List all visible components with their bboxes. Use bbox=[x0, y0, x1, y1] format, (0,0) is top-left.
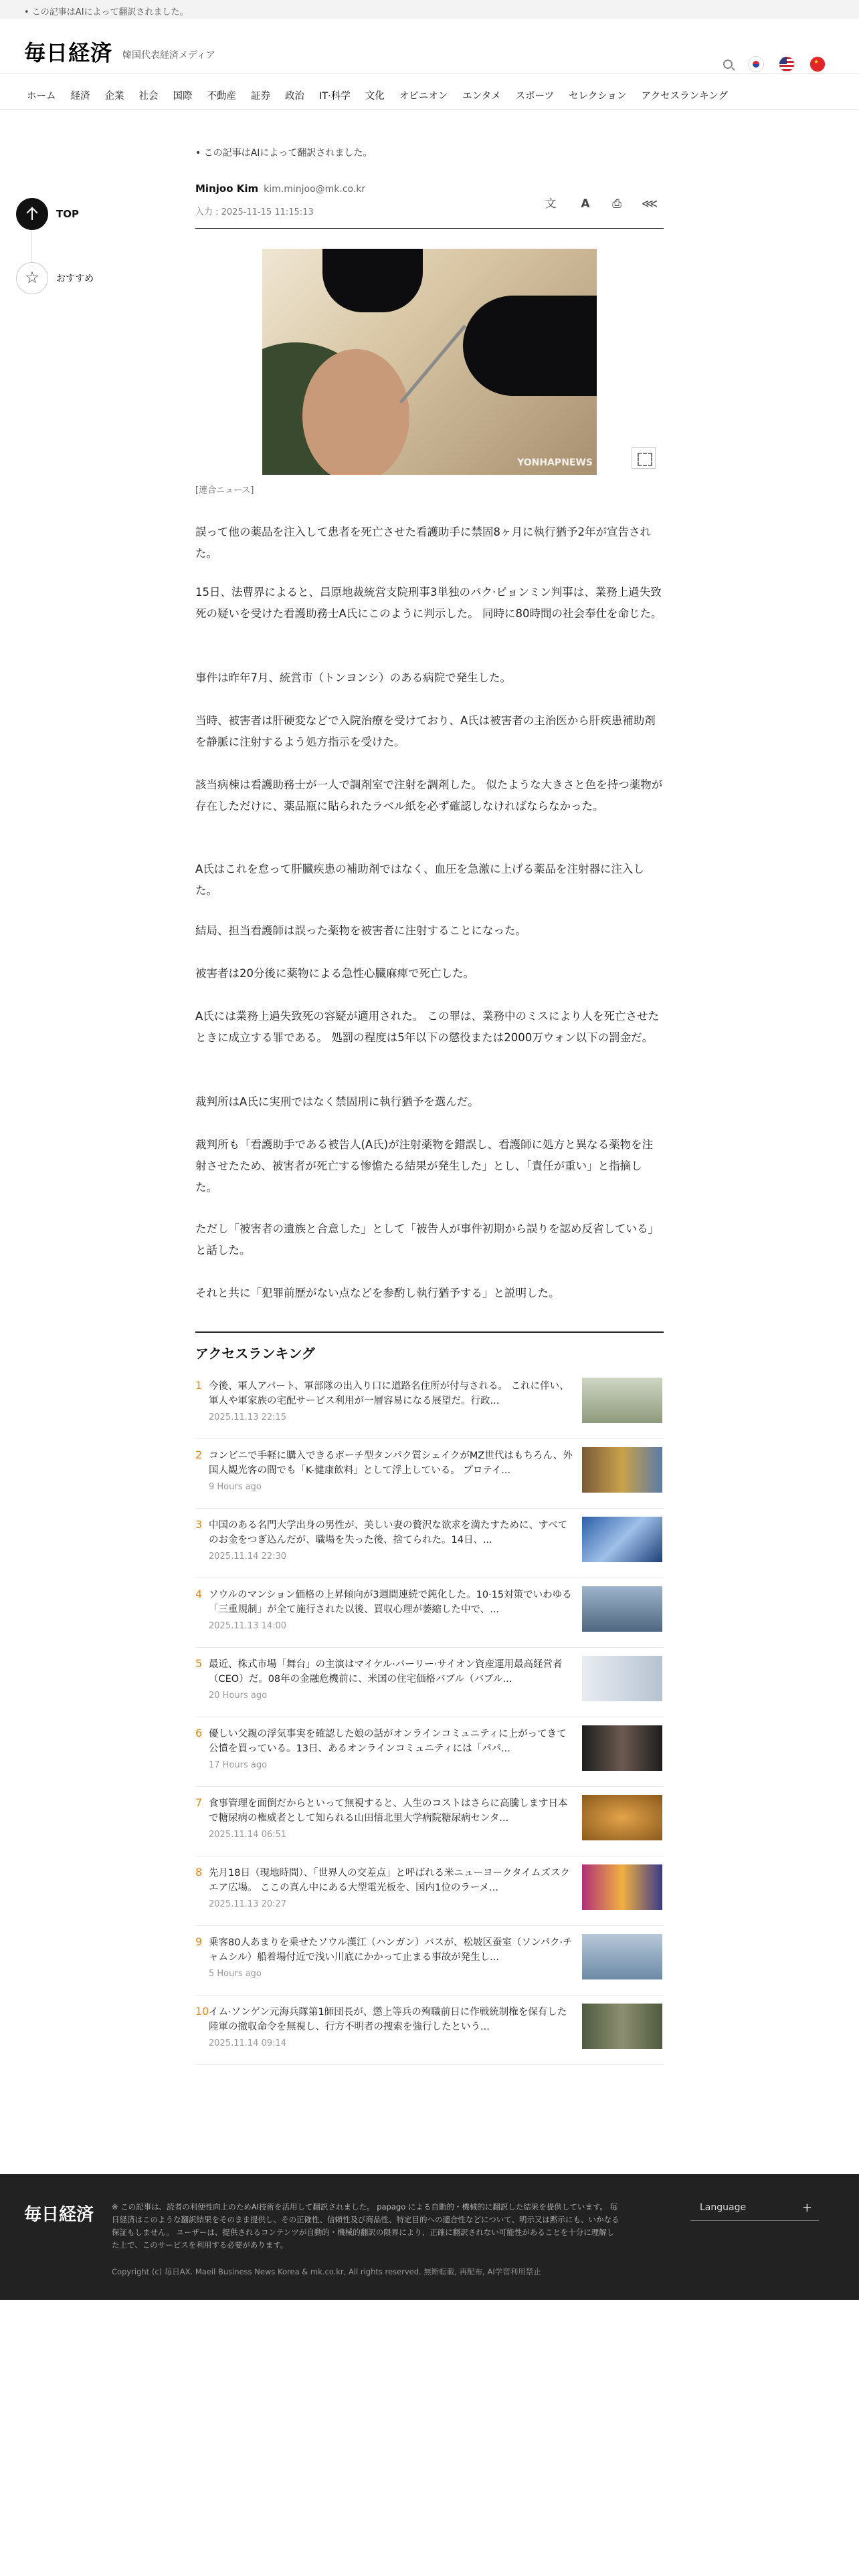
ranking-item[interactable] bbox=[195, 1584, 664, 1648]
ranking-item[interactable] bbox=[195, 1375, 664, 1439]
ranking-headline[interactable]: イム·ソンゲン元海兵隊第1師団長が、懲上等兵の殉職前日に作戦統制権を保有した陸軍の撤収命令を無視し、行方不明者の捜索を強行したという... bbox=[209, 2007, 567, 2032]
ranking-item[interactable] bbox=[195, 1931, 664, 1996]
ranking-headline[interactable]: 乗客80人あまりを乗せたソウル漢江（ハンガン）バスが、松坡区蚕室（ソンパク·チャムシル）船着場付近で浅い川底にかかって止まる事故が発生し... bbox=[209, 1937, 573, 1963]
translate-icon[interactable]: 文 bbox=[545, 197, 557, 211]
ranking-time: 5 Hours ago bbox=[209, 1969, 262, 1979]
ranking-item[interactable] bbox=[195, 1653, 664, 1717]
plus-icon[interactable]: + bbox=[801, 2201, 812, 2215]
ranking-time: 17 Hours ago bbox=[209, 1760, 268, 1770]
ranking-number: 10 bbox=[195, 2005, 209, 2018]
side-divider bbox=[31, 230, 32, 262]
nav-item-society[interactable]: 社会 bbox=[138, 91, 159, 102]
photo-caption: [連合ニュース] bbox=[195, 486, 254, 496]
recommend-label[interactable]: おすすめ bbox=[56, 274, 94, 284]
ranking-headline[interactable]: 食事管理を面倒だからといって無視すると、人生のコストはさらに高騰します日本で糖尿病の権威者として知られる山田悟北里大学病院糖尿病センタ... bbox=[209, 1798, 568, 1824]
ranking-time: 2025.11.13 22:15 bbox=[209, 1412, 287, 1422]
share-icon[interactable]: ⋘ bbox=[641, 197, 658, 211]
nav-item-culture[interactable]: 文化 bbox=[365, 91, 385, 102]
ranking-thumbnail[interactable] bbox=[582, 1517, 662, 1562]
article-paragraph: 15日、法曹界によると、昌原地裁統営支院刑事3単独のパク·ビョンミン判事は、業務上過失致死の疑いを受けた看護助務士A氏にこのように判示した。 同時に80時間の社会奉仕を命じた。 bbox=[195, 586, 662, 620]
article-ai-notice: • この記事はAIによって翻訳されました。 bbox=[195, 148, 373, 158]
photo-syringe-shape bbox=[399, 324, 466, 403]
article-paragraph: 結局、担当看護師は誤った薬物を被害者に注射することになった。 bbox=[195, 924, 527, 937]
ranking-number: 1 bbox=[195, 1379, 203, 1392]
ai-translation-notice-bar: • この記事はAIによって翻訳されました。 bbox=[0, 0, 859, 19]
ranking-number: 5 bbox=[195, 1657, 203, 1670]
article-paragraph: 事件は昨年7月、統営市（トンヨンシ）のある病院で発生した。 bbox=[195, 671, 512, 684]
ranking-item[interactable] bbox=[195, 1792, 664, 1856]
font-size-icon[interactable]: A bbox=[581, 197, 590, 211]
nav-item-politics[interactable]: 政治 bbox=[285, 91, 304, 102]
ranking-time: 2025.11.14 22:30 bbox=[209, 1551, 287, 1562]
ranking-thumbnail[interactable] bbox=[582, 1934, 662, 1979]
ranking-thumbnail[interactable] bbox=[582, 1447, 662, 1493]
footer-copyright: Copyright (c) 毎日AX. Maeil Business News Korea & mk.co.kr, All rights reserved. 無断転載, 再配布, AI学習利用禁止 bbox=[112, 2267, 541, 2276]
print-icon[interactable]: ⎙ bbox=[612, 197, 622, 211]
expand-icon[interactable] bbox=[632, 447, 656, 469]
scroll-top-label[interactable]: TOP bbox=[56, 208, 79, 220]
article-photo bbox=[262, 249, 597, 475]
ranking-headline[interactable]: 今後、軍人アパート、軍部隊の出入り口に道路名住所が付与される。 これに伴い、軍人や軍家族の宅配サービス利用が一層容易になる展望だ。行政... bbox=[209, 1381, 569, 1406]
byline bbox=[195, 183, 365, 195]
usa-flag-icon[interactable] bbox=[779, 56, 795, 72]
author-name[interactable]: Minjoo Kim bbox=[195, 183, 259, 195]
korea-flag-icon[interactable] bbox=[748, 56, 764, 72]
photo-arm-shape bbox=[302, 349, 409, 475]
ranking-number: 2 bbox=[195, 1448, 203, 1461]
search-icon[interactable] bbox=[723, 60, 733, 69]
ranking-title: アクセスランキング bbox=[195, 1346, 315, 1362]
ranking-thumbnail[interactable] bbox=[582, 1378, 662, 1423]
main-nav bbox=[0, 83, 859, 110]
article-paragraph: 誤って他の薬品を注入して患者を死亡させた看護助手に禁固8ヶ月に執行猶予2年が宣告された。 bbox=[195, 526, 651, 560]
article-paragraph: ただし「被害者の遺族と合意した」として「被告人が事件初期から誤りを認め反省している」と話した。 bbox=[195, 1222, 659, 1257]
article-paragraph: A氏はこれを怠って肝臓疾患の補助剤ではなく、血圧を急激に上げる薬品を注射器に注入した。 bbox=[195, 863, 644, 897]
ranking-headline[interactable]: 先月18日（現地時間）、「世界人の交差点」と呼ばれる米ニューヨークタイムズスクエア広場。 ここの真ん中にある大型電光板を、国内1位のラーメ... bbox=[209, 1868, 570, 1893]
article-paragraph: 裁判所も「看護助手である被告人(A氏)が注射薬物を錯誤し、看護師に処方と異なる薬物を注射させたため、被害者が死亡する惨憺たる結果が発生した」とし、「責任が重い」と指摘した。 bbox=[195, 1138, 654, 1194]
nav-item-economy[interactable]: 経済 bbox=[70, 91, 90, 102]
ranking-thumbnail[interactable] bbox=[582, 1586, 662, 1632]
ranking-thumbnail[interactable] bbox=[582, 1725, 662, 1771]
language-select[interactable] bbox=[690, 2199, 819, 2221]
ranking-headline[interactable]: 中国のある名門大学出身の男性が、美しい妻の贅沢な欲求を満たすために、すべてのお金をつぎ込んだが、職場を失った後、捨てられた。14日、... bbox=[209, 1520, 568, 1545]
language-label: Language bbox=[700, 2202, 747, 2213]
scroll-top-button[interactable] bbox=[16, 198, 48, 230]
footer-disclaimer: ※ この記事は、読者の利便性向上のためAI技術を活用して翻訳されました。 papago による自動的・機械的に翻訳した結果を提供しています。 毎日経済はこのような翻訳結果をそのまま提供し、その正確性、信頼性及び商品性、特定目的への適合性などについて、明示又は黙示にも、いかなる保証もしません。 ユーザーは、提供されるコンテンツが自動的・機械的翻訳の限界により、正確に翻訳されない可能性があることを十分に理解した上で、このサービスを利用する必要があります。 bbox=[112, 2202, 619, 2250]
ranking-number: 8 bbox=[195, 1866, 203, 1879]
ranking-thumbnail[interactable] bbox=[582, 1864, 662, 1910]
ranking-headline[interactable]: コンビニで手軽に購入できるポーチ型タンパク質シェイクがMZ世代はもちろん、外国人観光客の間でも「K-健康飲料」として浮上している。 プロテイ... bbox=[209, 1451, 573, 1476]
nav-item-opinion[interactable]: オピニオン bbox=[399, 91, 448, 102]
photo-glove-shape bbox=[463, 296, 597, 396]
ranking-item[interactable] bbox=[195, 1862, 664, 1926]
ranking-time: 2025.11.13 20:27 bbox=[209, 1899, 287, 1909]
ranking-number: 4 bbox=[195, 1588, 203, 1600]
ranking-headline[interactable]: 最近、株式市場「舞台」の主演はマイケル·バーリー·サイオン資産運用最高経営者（CEO）だ。08年の金融危機前に、米国の住宅価格バブル（バブル... bbox=[209, 1659, 563, 1685]
ranking-item[interactable] bbox=[195, 1514, 664, 1578]
ranking-number: 9 bbox=[195, 1935, 203, 1948]
nav-item-business[interactable]: 企業 bbox=[104, 91, 124, 102]
ranking-headline[interactable]: 優しい父親の浮気事実を確認した娘の話がオンラインコミュニティに上がってきて公憤を買っている。13日、あるオンラインコミュニティには「パパ... bbox=[209, 1729, 567, 1754]
site-header bbox=[0, 19, 859, 74]
ranking-number: 3 bbox=[195, 1518, 203, 1531]
photo-glove-shape bbox=[322, 249, 423, 312]
article-paragraph: 被害者は20分後に薬物による急性心臓麻痺で死亡した。 bbox=[195, 967, 474, 980]
ranking-thumbnail[interactable] bbox=[582, 1795, 662, 1840]
china-flag-icon[interactable] bbox=[809, 56, 826, 72]
nav-item-selection[interactable]: セレクション bbox=[569, 91, 627, 102]
nav-item-ranking[interactable]: アクセスランキング bbox=[641, 91, 729, 102]
ranking-item[interactable] bbox=[195, 1723, 664, 1787]
footer-logo[interactable]: 毎日経済 bbox=[24, 2205, 94, 2225]
ranking-number: 6 bbox=[195, 1727, 203, 1739]
ranking-headline[interactable]: ソウルのマンション価格の上昇傾向が3週間連続で鈍化した。10·15対策でいわゆる「三重規制」が全て施行された以後、買収心理が萎縮した中で、... bbox=[209, 1590, 572, 1615]
article-paragraph: 裁判所はA氏に実刑ではなく禁固刑に執行猶予を選んだ。 bbox=[195, 1095, 479, 1108]
nav-item-world[interactable]: 国際 bbox=[173, 91, 193, 102]
photo-watermark: YONHAPNEWS bbox=[517, 457, 593, 468]
site-logo[interactable]: 毎日経済 bbox=[24, 40, 113, 66]
nav-item-stocks[interactable]: 証券 bbox=[251, 91, 270, 102]
article-paragraph: それと共に「犯罪前歴がない点などを参酌し執行猶予する」と説明した。 bbox=[195, 1287, 560, 1299]
ranking-time: 2025.11.14 09:14 bbox=[209, 2038, 287, 2048]
article-paragraph: A氏には業務上過失致死の容疑が適用された。 この罪は、業務中のミスにより人を死亡させたときに成立する罪である。 処罰の程度は5年以下の懲役または2000万ウォン以下の罰金だ。 bbox=[195, 1010, 660, 1044]
ranking-number: 7 bbox=[195, 1796, 203, 1809]
star-icon[interactable]: ☆ bbox=[16, 262, 48, 294]
ranking-time: 20 Hours ago bbox=[209, 1691, 268, 1701]
nav-item-entertainment[interactable]: エンタメ bbox=[462, 91, 501, 102]
ranking-time: 2025.11.13 14:00 bbox=[209, 1621, 287, 1631]
nav-item-sports[interactable]: スポーツ bbox=[515, 91, 555, 102]
author-email[interactable]: kim.minjoo@mk.co.kr bbox=[264, 184, 366, 195]
site-tagline: 韓国代表経済メディア bbox=[122, 50, 215, 61]
header-divider bbox=[195, 228, 664, 229]
ranking-thumbnail[interactable] bbox=[582, 2004, 662, 2049]
ranking-thumbnail[interactable] bbox=[582, 1656, 662, 1701]
article-paragraph: 該当病棟は看護助務士が一人で調剤室で注射を調剤した。 似たような大きさと色を持つ薬物が存在しただけに、薬品瓶に貼られたラベル紙を必ず確認しなければならなかった。 bbox=[195, 778, 663, 813]
publish-date: 入力 : 2025-11-15 11:15:13 bbox=[195, 207, 314, 217]
ranking-time: 9 Hours ago bbox=[209, 1482, 262, 1492]
site-footer bbox=[0, 2174, 859, 2300]
ranking-item[interactable] bbox=[195, 2001, 664, 2065]
nav-item-realestate[interactable]: 不動産 bbox=[207, 91, 236, 102]
ranking-time: 2025.11.14 06:51 bbox=[209, 1830, 287, 1840]
ranking-item[interactable] bbox=[195, 1444, 664, 1509]
ranking-divider bbox=[195, 1331, 664, 1333]
article-paragraph: 当時、被害者は肝硬変などで入院治療を受けており、A氏は被害者の主治医から肝疾患補助剤を静脈に注射するよう処方指示を受けた。 bbox=[195, 714, 656, 748]
nav-item-home[interactable]: ホーム bbox=[27, 91, 56, 102]
nav-item-it-science[interactable]: IT·科学 bbox=[319, 91, 351, 102]
